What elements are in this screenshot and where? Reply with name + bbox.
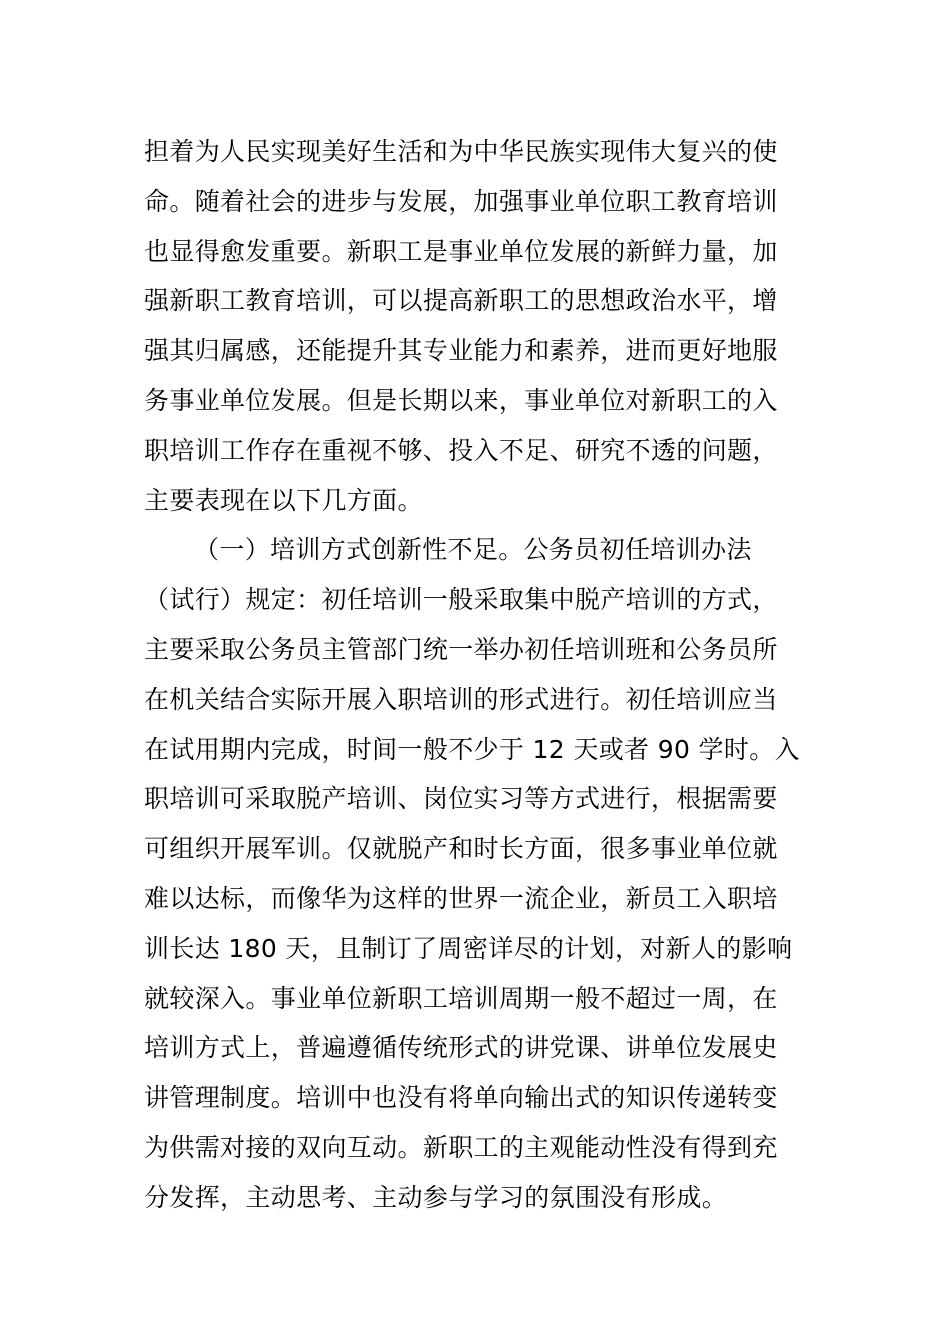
section-heading-line: （一）培训方式创新性不足。公务员初任培训办法 (194, 535, 752, 565)
text-line: 在机关结合实际开展入职培训的形式进行。初任培训应当 (144, 684, 778, 714)
text-line: 在试用期内完成，时间一般不少于 12 天或者 90 学时。入 (144, 734, 800, 764)
text-line: 命。随着社会的进步与发展，加强事业单位职工教育培训 (144, 186, 778, 216)
text-line: 担着为人民实现美好生活和为中华民族实现伟大复兴的使 (144, 137, 778, 166)
text-line: 也显得愈发重要。新职工是事业单位发展的新鲜力量，加 (144, 236, 778, 266)
text-line: 职培训可采取脱产培训、岗位实习等方式进行，根据需要 (144, 784, 778, 814)
text-line: 分发挥，主动思考、主动参与学习的氛围没有形成。 (144, 1182, 728, 1212)
text-line: 强新职工教育培训，可以提高新职工的思想政治水平，增 (144, 286, 778, 316)
text-line: 训长达 180 天，且制订了周密详尽的计划，对新人的影响 (144, 933, 793, 963)
text-line: 培训方式上，普遍遵循传统形式的讲党课、讲单位发展史 (144, 1033, 778, 1063)
text-line: 就较深入。事业单位新职工培训周期一般不超过一周，在 (144, 983, 778, 1013)
text-line: （试行）规定：初任培训一般采取集中脱产培训的方式， (144, 585, 778, 615)
text-line: 讲管理制度。培训中也没有将单向输出式的知识传递转变 (144, 1083, 778, 1113)
text-line: 主要采取公务员主管部门统一举办初任培训班和公务员所 (144, 634, 778, 664)
text-line: 务事业单位发展。但是长期以来，事业单位对新职工的入 (144, 385, 778, 415)
text-line: 可组织开展军训。仅就脱产和时长方面，很多事业单位就 (144, 834, 778, 864)
text-line: 为供需对接的双向互动。新职工的主观能动性没有得到充 (144, 1132, 778, 1162)
text-line: 职培训工作存在重视不够、投入不足、研究不透的问题， (144, 435, 778, 465)
body-text (144, 127, 824, 1223)
text-line: 强其归属感，还能提升其专业能力和素养，进而更好地服 (144, 336, 778, 366)
text-line: 主要表现在以下几方面。 (144, 485, 423, 515)
text-line: 难以达标，而像华为这样的世界一流企业，新员工入职培 (144, 883, 778, 913)
